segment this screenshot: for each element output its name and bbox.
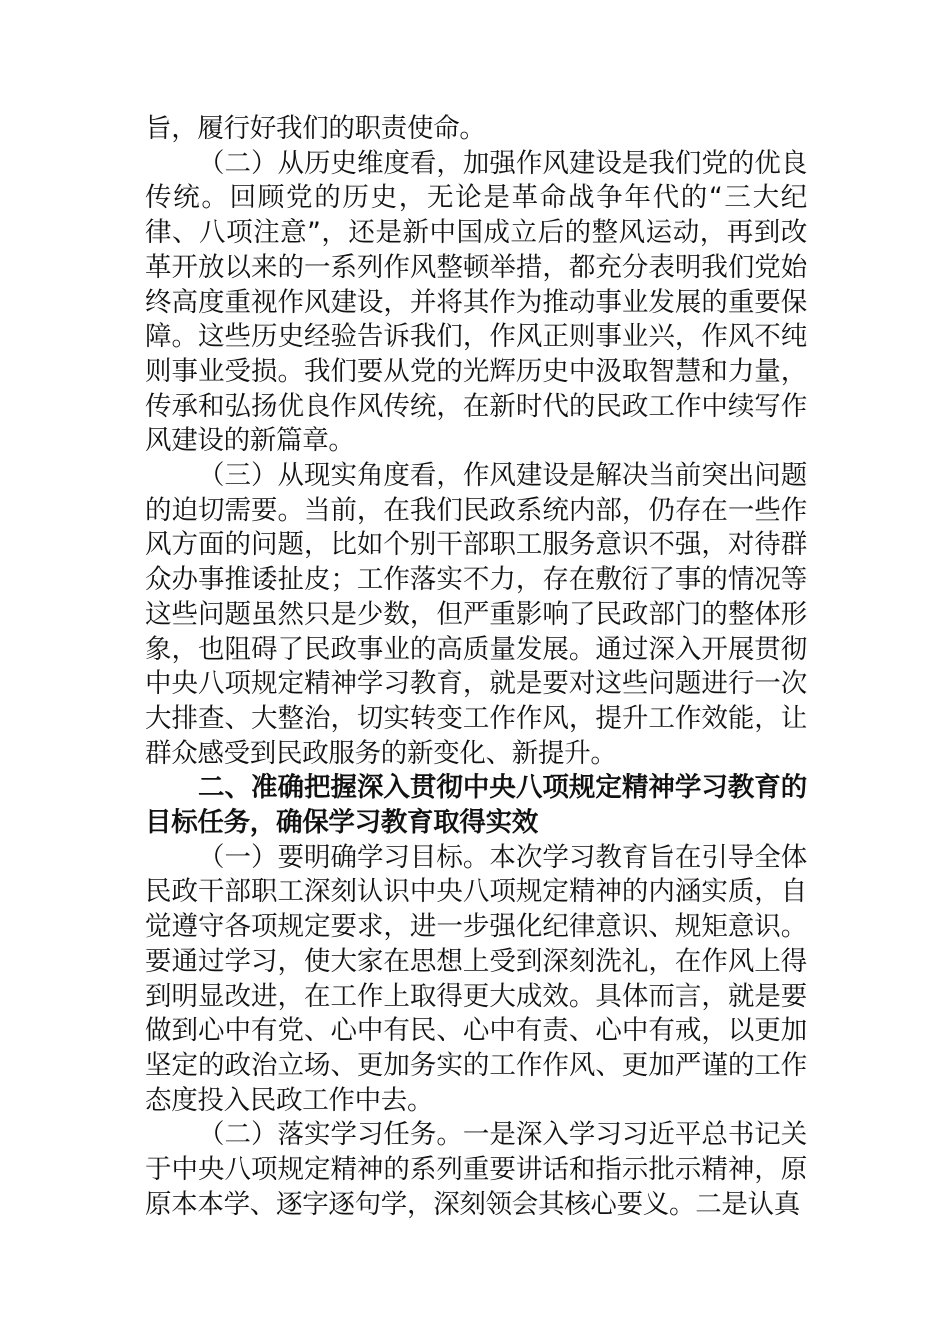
document-page xyxy=(145,112,807,1223)
section-heading-two: 二、准确把握深入贯彻中央八项规定精神学习教育的目标任务，确保学习教育取得实效 xyxy=(145,772,807,839)
paragraph-continuation: 旨，履行好我们的职责使命。 xyxy=(145,113,486,144)
paragraph-history-dimension: （二）从历史维度看，加强作风建设是我们党的优良传统。回顾党的历史，无论是革命战争年代的“三大纪律、八项注意”，还是新中国成立后的整风运动，再到改革开放以来的一系列作风整顿举措，都充分表明我们党始终高度重视作风建设，并将其作为推动事业发展的重要保障。这些历史经验告诉我们，作风正则事业兴，作风不纯则事业受损。我们要从党的光辉历史中汲取智慧和力量，传承和弘扬优良作风传统，在新时代的民政工作中续写作风建设的新篇章。 xyxy=(145,147,807,457)
paragraph-reality-angle: （三）从现实角度看，作风建设是解决当前突出问题的迫切需要。当前，在我们民政系统内部，仍存在一些作风方面的问题，比如个别干部职工服务意识不强，对待群众办事推诿扯皮；工作落实不力，存在敷衍了事的情况等这些问题虽然只是少数，但严重影响了民政部门的整体形象，也阻碍了民政事业的高质量发展。通过深入开展贯彻中央八项规定精神学习教育，就是要对这些问题进行一次大排查、大整治，切实转变工作作风，提升工作效能，让群众感受到民政服务的新变化、新提升。 xyxy=(145,460,807,769)
paragraph-learning-goal: （一）要明确学习目标。本次学习教育旨在引导全体民政干部职工深刻认识中央八项规定精神的内涵实质，自觉遵守各项规定要求，进一步强化纪律意识、规矩意识。要通过学习，使大家在思想上受到深刻洗礼，在作风上得到明显改进，在工作上取得更大成效。具体而言，就是要做到心中有党、心中有民、心中有责、心中有戒，以更加坚定的政治立场、更加务实的工作作风、更加严谨的工作态度投入民政工作中去。 xyxy=(145,841,807,1116)
paragraph-learning-tasks: （二）落实学习任务。一是深入学习习近平总书记关于中央八项规定精神的系列重要讲话和指示批示精神，原原本本学、逐字逐句学，深刻领会其核心要义。二是认真 xyxy=(145,1119,807,1220)
